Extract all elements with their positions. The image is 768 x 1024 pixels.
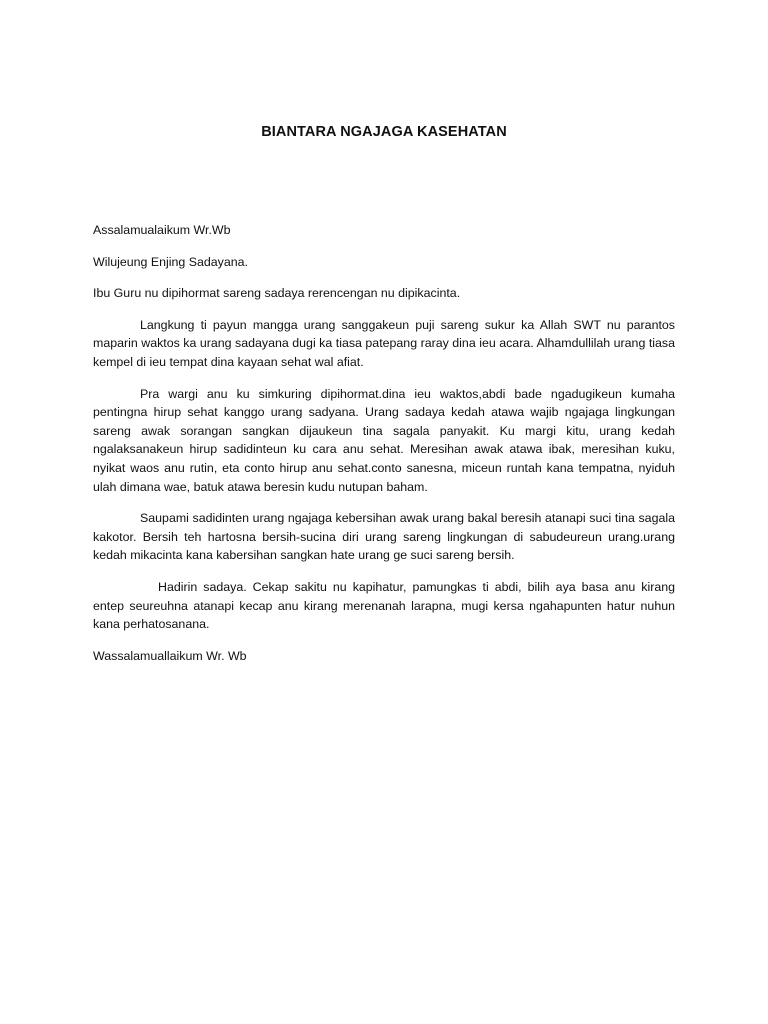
paragraph-cleanliness: Saupami sadidinten urang ngajaga kebersihan awak urang bakal beresih atanapi suci tina sagala kakotor. Bersih teh hartosna bersih-sucina diri urang sareng lingkungan di sabudeureun urang.urang kedah mikacinta kana kabersihan sangkan hate urang ge suci sareng bersih. — [93, 511, 675, 563]
paragraph-closing-remarks: Hadirin sadaya. Cekap sakitu nu kapihatur, pamungkas ti abdi, bilih aya basa anu kirang entep seureuhna atanapi kecap anu kirang merenanah larapna, mugi kersa ngahapunten hatur nuhun kana perhatosanana. — [93, 579, 675, 632]
document-title: BIANTARA NGAJAGA KASEHATAN — [261, 124, 507, 140]
morning-greeting-line: Wilujeung Enjing Sadayana. — [93, 254, 248, 269]
paragraph-opening: Langkung ti payun mangga urang sanggakeun puji sareng sukur ka Allah SWT nu parantos maparin waktos ka urang sadayana dugi ka tiasa patepang raray dina ieu acara. Alhamdullilah urang tiasa kempel di ieu tempat dina kayaan sehat wal afiat. — [93, 317, 675, 369]
audience-address-line: Ibu Guru nu dipihormat sareng sadaya rerencengan nu dipikacinta. — [93, 286, 461, 301]
paragraph-healthy-living: Pra wargi anu ku simkuring dipihormat.dina ieu waktos,abdi bade ngadugikeun kumaha pentingna hirup sehat kanggo urang sadyana. Urang sadaya kedah atawa wajib ngajaga lingkungan sareng awak sorangan sangkan dijaukeun tina sagala panyakit. Ku margi kitu, urang kedah ngalaksanakeun hirup sadidinteun ku cara anu sehat. Meresihan awak atawa ibak, meresihan kuku, nyikat waos anu rutin, eta conto hirup anu sehat.conto sanesna, miceun runtah kana tempatna, nyiduh ulah dimana wae, batuk atawa beresin kudu nutupan baham. — [93, 386, 675, 494]
document-body — [93, 221, 675, 678]
greeting-line: Assalamualaikum Wr.Wb — [93, 223, 231, 237]
closing-salutation: Wassalamuallaikum Wr. Wb — [93, 648, 247, 663]
